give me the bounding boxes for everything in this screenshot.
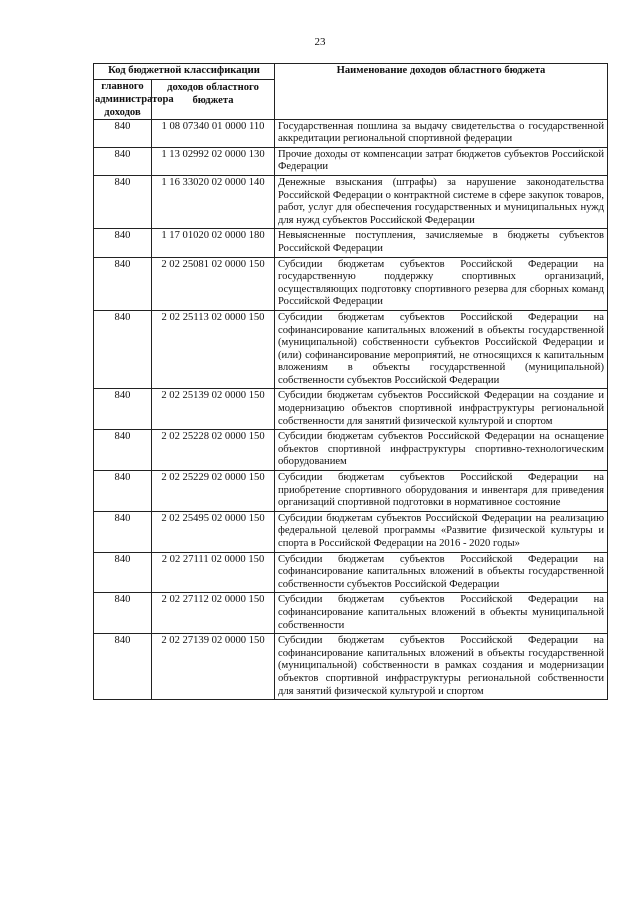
cell-revenue-code: 2 02 25229 02 0000 150	[152, 471, 275, 512]
cell-admin-code: 840	[94, 552, 152, 593]
header-chief-administrator: главного администратора доходов	[95, 80, 174, 118]
table-row	[94, 119, 608, 147]
cell-revenue-name: Субсидии бюджетам субъектов Российской Федерации на реализацию федеральной целевой программы «Развитие физической культуры и спорта в Российской Федерации на 2016 - 2020 годы»	[275, 511, 608, 552]
cell-admin-code: 840	[94, 634, 152, 700]
table-row	[94, 511, 608, 552]
cell-revenue-name: Субсидии бюджетам субъектов Российской Федерации на приобретение спортивного оборудования и инвентаря для приведения организаций спортивной подготовки в нормативное состояние	[275, 471, 608, 512]
cell-admin-code: 840	[94, 175, 152, 228]
cell-revenue-name: Субсидии бюджетам субъектов Российской Федерации на государственную поддержку спортивных организаций, осуществляющих подготовку спортивного резерва для сборных команд Российской Федерации	[275, 257, 608, 310]
cell-revenue-code: 1 16 33020 02 0000 140	[152, 175, 275, 228]
cell-revenue-name: Прочие доходы от компенсации затрат бюджетов субъектов Российской Федерации	[275, 147, 608, 175]
budget-classification-table	[93, 63, 608, 700]
cell-admin-code: 840	[94, 119, 152, 147]
cell-revenue-code: 2 02 25113 02 0000 150	[152, 310, 275, 389]
cell-admin-code: 840	[94, 310, 152, 389]
table-row	[94, 389, 608, 430]
cell-revenue-name: Субсидии бюджетам субъектов Российской Федерации на софинансирование капитальных вложений в объекты муниципальной собственности	[275, 593, 608, 634]
table-row	[94, 552, 608, 593]
table-row	[94, 175, 608, 228]
cell-admin-code: 840	[94, 389, 152, 430]
table-body	[94, 119, 608, 700]
cell-revenue-code: 2 02 25495 02 0000 150	[152, 511, 275, 552]
header-revenue-name: Наименование доходов областного бюджета	[275, 64, 608, 120]
cell-revenue-name: Субсидии бюджетам субъектов Российской Федерации на софинансирование капитальных вложений в объекты государственной собственности субъектов Российской Федерации	[275, 552, 608, 593]
table-row	[94, 634, 608, 700]
cell-revenue-code: 2 02 27111 02 0000 150	[152, 552, 275, 593]
table-row	[94, 471, 608, 512]
cell-admin-code: 840	[94, 511, 152, 552]
cell-revenue-name: Субсидии бюджетам субъектов Российской Федерации на создание и модернизацию объектов спортивной инфраструктуры региональной собственности для занятий физической культурой и спортом	[275, 389, 608, 430]
table-header-row	[94, 64, 608, 80]
cell-revenue-code: 2 02 25139 02 0000 150	[152, 389, 275, 430]
table-row	[94, 257, 608, 310]
table-row	[94, 147, 608, 175]
cell-revenue-code: 2 02 25081 02 0000 150	[152, 257, 275, 310]
cell-revenue-name: Невыясненные поступления, зачисляемые в бюджеты субъектов Российской Федерации	[275, 229, 608, 257]
cell-revenue-code: 2 02 27139 02 0000 150	[152, 634, 275, 700]
cell-admin-code: 840	[94, 471, 152, 512]
table-row	[94, 229, 608, 257]
cell-revenue-name: Субсидии бюджетам субъектов Российской Федерации на оснащение объектов спортивной инфраструктуры спортивно-технологическим оборудованием	[275, 430, 608, 471]
cell-revenue-code: 1 17 01020 02 0000 180	[152, 229, 275, 257]
cell-revenue-name: Государственная пошлина за выдачу свидетельства о государственной аккредитации региональной спортивной федерации	[275, 119, 608, 147]
cell-revenue-code: 2 02 27112 02 0000 150	[152, 593, 275, 634]
cell-revenue-name: Денежные взыскания (штрафы) за нарушение законодательства Российской Федерации о контрактной системе в сфере закупок товаров, работ, услуг для обеспечения государственных и муниципальных нужд для нужд субъектов Российской Федерации	[275, 175, 608, 228]
cell-revenue-name: Субсидии бюджетам субъектов Российской Федерации на софинансирование капитальных вложений в объекты государственной (муниципальной) собственности в рамках создания и модернизации объектов спортивной инфраструктуры региональной собственности для занятий физической культурой и спортом	[275, 634, 608, 700]
table-row	[94, 593, 608, 634]
cell-admin-code: 840	[94, 257, 152, 310]
page-number: 23	[314, 36, 326, 48]
table-row	[94, 430, 608, 471]
cell-revenue-name: Субсидии бюджетам субъектов Российской Федерации на софинансирование капитальных вложений в объекты государственной (муниципальной) собственности субъектов Российской Федерации и (или) софинансирование мероприятий, не относящихся к капитальным вложениям в объекты государственной (муниципальной) собственности субъектов Российской Федерации	[275, 310, 608, 389]
table-row	[94, 310, 608, 389]
header-revenue-code: доходов областного бюджета	[152, 79, 275, 119]
cell-revenue-code: 2 02 25228 02 0000 150	[152, 430, 275, 471]
cell-admin-code: 840	[94, 229, 152, 257]
cell-revenue-code: 1 13 02992 02 0000 130	[152, 147, 275, 175]
cell-revenue-code: 1 08 07340 01 0000 110	[152, 119, 275, 147]
cell-admin-code: 840	[94, 147, 152, 175]
cell-admin-code: 840	[94, 430, 152, 471]
header-budget-classification-code: Код бюджетной классификации	[94, 64, 275, 80]
cell-admin-code: 840	[94, 593, 152, 634]
